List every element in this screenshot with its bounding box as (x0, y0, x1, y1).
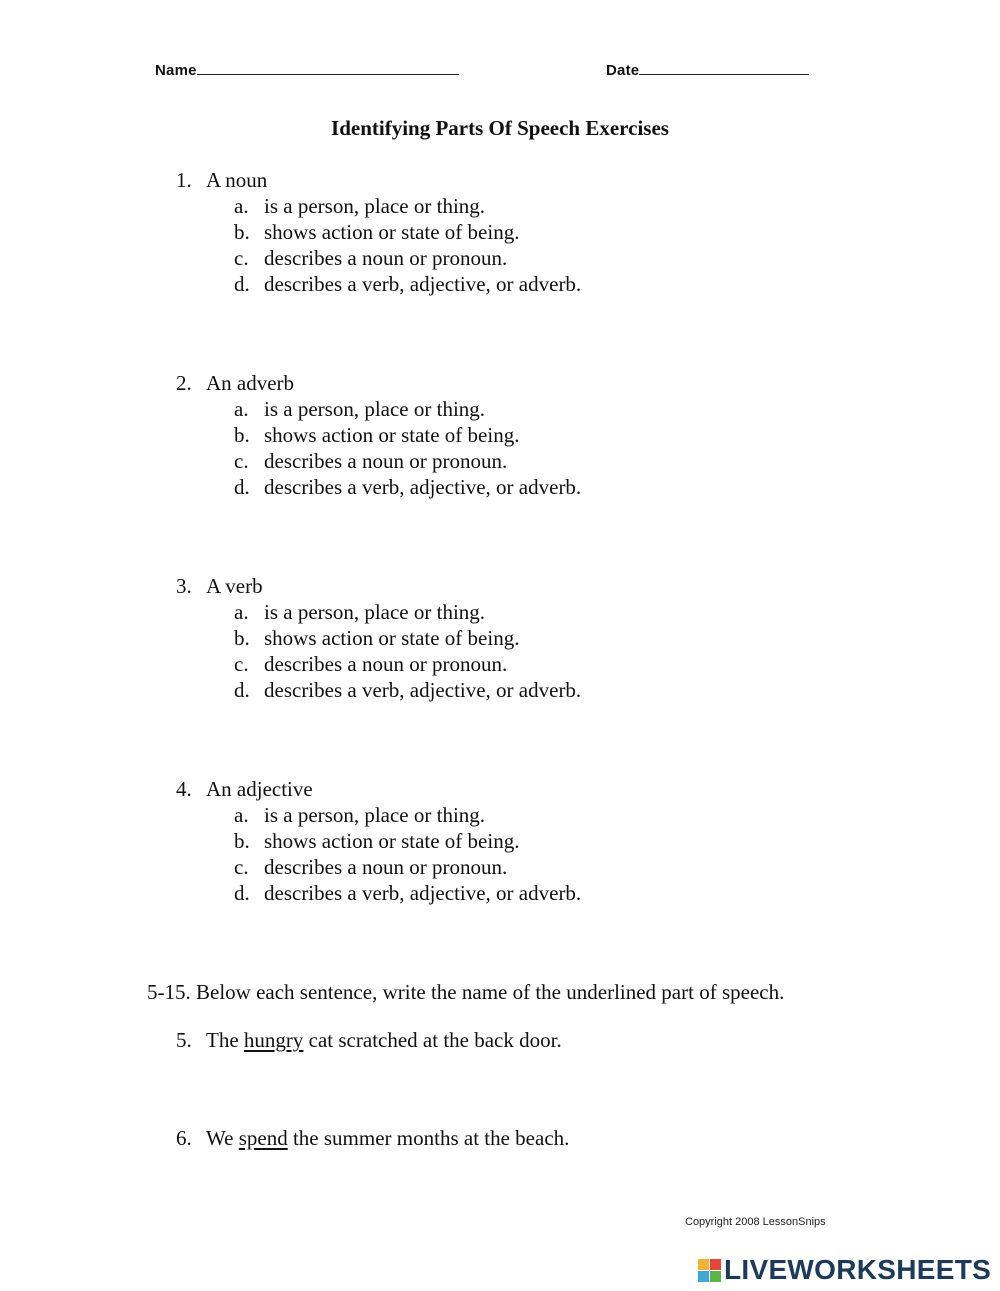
question-3 (176, 573, 581, 703)
option-b[interactable]: b. shows action or state of being. (234, 829, 520, 853)
option-d[interactable]: d. describes a verb, adjective, or adverb. (234, 272, 582, 296)
underlined-word: hungry (243, 1028, 304, 1052)
name-label: Name (155, 62, 197, 79)
liveworksheets-icon (698, 1259, 721, 1282)
question-number: 3. (176, 574, 192, 598)
option-c[interactable]: c. describes a noun or pronoun. (234, 855, 508, 879)
option-c[interactable]: c. describes a noun or pronoun. (234, 652, 508, 676)
option-d[interactable]: d. describes a verb, adjective, or adverb. (234, 475, 582, 499)
option-d[interactable]: d. describes a verb, adjective, or adverb. (234, 678, 582, 702)
question-4 (176, 776, 581, 906)
question-stem: An adjective (206, 777, 313, 801)
option-c[interactable]: c. describes a noun or pronoun. (234, 449, 508, 473)
copyright-text: Copyright 2008 LessonSnips (685, 1216, 826, 1228)
option-b[interactable]: b. shows action or state of being. (234, 220, 520, 244)
question-stem: A noun (206, 168, 268, 192)
option-d[interactable]: d. describes a verb, adjective, or adverb. (234, 881, 582, 905)
date-label: Date (606, 62, 640, 79)
name-blank-line[interactable] (197, 60, 459, 75)
underlined-word: spend (238, 1126, 288, 1150)
date-field[interactable] (606, 60, 809, 79)
option-a[interactable]: a. is a person, place or thing. (234, 600, 486, 624)
sentence-5: 5. The hungry cat scratched at the back door. (176, 1028, 562, 1052)
option-c[interactable]: c. describes a noun or pronoun. (234, 246, 508, 270)
question-stem: An adverb (206, 371, 295, 395)
sentence-6: 6. We spend the summer months at the beach. (176, 1126, 570, 1150)
question-2 (176, 370, 581, 500)
question-number: 2. (176, 371, 192, 395)
sentence-number: 6. (176, 1126, 192, 1150)
sentence-number: 5. (176, 1028, 192, 1052)
worksheet-title: Identifying Parts Of Speech Exercises (331, 116, 669, 140)
option-a[interactable]: a. is a person, place or thing. (234, 194, 486, 218)
option-b[interactable]: b. shows action or state of being. (234, 626, 520, 650)
liveworksheets-logo[interactable] (698, 1254, 991, 1286)
question-stem: A verb (206, 574, 263, 598)
question-number: 1. (176, 168, 192, 192)
question-number: 4. (176, 777, 192, 801)
option-a[interactable]: a. is a person, place or thing. (234, 803, 486, 827)
option-b[interactable]: b. shows action or state of being. (234, 423, 520, 447)
question-1 (176, 167, 581, 297)
option-a[interactable]: a. is a person, place or thing. (234, 397, 486, 421)
date-blank-line[interactable] (639, 60, 809, 75)
instruction-text: 5-15. Below each sentence, write the name of the underlined part of speech. (147, 980, 785, 1004)
name-field[interactable] (155, 60, 459, 79)
brand-name: LIVEWORKSHEETS (724, 1254, 992, 1285)
